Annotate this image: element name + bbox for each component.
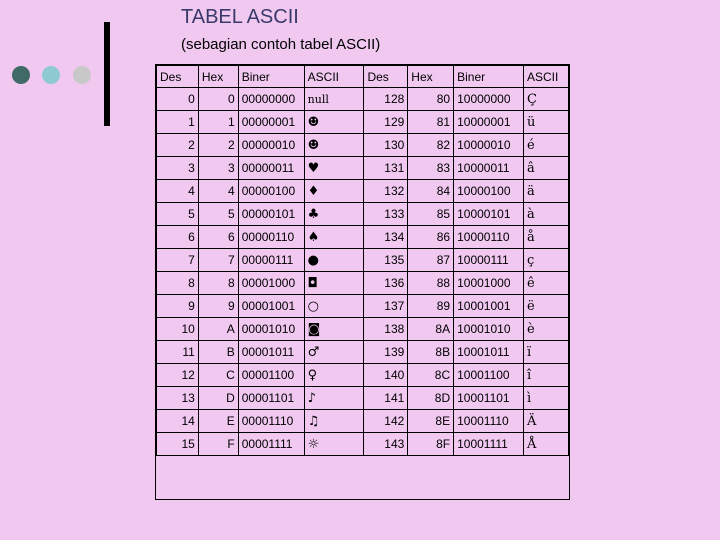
- cell-des2: 133: [364, 203, 408, 226]
- cell-ascii2: ç: [524, 249, 569, 272]
- cell-des2: 130: [364, 134, 408, 157]
- cell-hex: C: [198, 364, 238, 387]
- table-row: [157, 203, 569, 226]
- cell-des2: 142: [364, 410, 408, 433]
- cell-biner: 00000101: [238, 203, 304, 226]
- cell-des: 9: [157, 295, 199, 318]
- cell-biner2: 10000001: [454, 111, 524, 134]
- cell-ascii: ◘: [304, 272, 364, 295]
- cell-des2: 135: [364, 249, 408, 272]
- column-header-biner2: Biner: [454, 66, 524, 88]
- cell-hex: 4: [198, 180, 238, 203]
- cell-biner2: 10000000: [454, 88, 524, 111]
- column-header-hex: Hex: [198, 66, 238, 88]
- cell-des: 2: [157, 134, 199, 157]
- cell-hex: 5: [198, 203, 238, 226]
- cell-biner2: 10001000: [454, 272, 524, 295]
- cell-ascii: ♦: [304, 180, 364, 203]
- cell-des: 15: [157, 433, 199, 456]
- cell-des2: 128: [364, 88, 408, 111]
- cell-ascii: ○: [304, 295, 364, 318]
- cell-biner: 00000100: [238, 180, 304, 203]
- column-header-des: Des: [157, 66, 199, 88]
- cell-des2: 137: [364, 295, 408, 318]
- decorative-dot-dark: [12, 66, 30, 84]
- cell-biner: 00001101: [238, 387, 304, 410]
- cell-hex: B: [198, 341, 238, 364]
- cell-des: 12: [157, 364, 199, 387]
- cell-hex: 7: [198, 249, 238, 272]
- cell-des2: 138: [364, 318, 408, 341]
- cell-hex: F: [198, 433, 238, 456]
- cell-hex2: 8A: [408, 318, 454, 341]
- cell-des: 10: [157, 318, 199, 341]
- cell-des: 0: [157, 88, 199, 111]
- cell-hex2: 81: [408, 111, 454, 134]
- table-row: [157, 341, 569, 364]
- table-row: [157, 433, 569, 456]
- cell-des2: 132: [364, 180, 408, 203]
- cell-des: 13: [157, 387, 199, 410]
- cell-des: 7: [157, 249, 199, 272]
- cell-des2: 136: [364, 272, 408, 295]
- cell-hex: 0: [198, 88, 238, 111]
- cell-ascii2: é: [524, 134, 569, 157]
- cell-des: 1: [157, 111, 199, 134]
- cell-biner: 00000010: [238, 134, 304, 157]
- cell-des2: 129: [364, 111, 408, 134]
- cell-biner2: 10001111: [454, 433, 524, 456]
- table-row: [157, 157, 569, 180]
- cell-biner: 00000011: [238, 157, 304, 180]
- cell-hex2: 8D: [408, 387, 454, 410]
- cell-biner: 00001010: [238, 318, 304, 341]
- cell-ascii2: Ä: [524, 410, 569, 433]
- cell-hex2: 87: [408, 249, 454, 272]
- decorative-dot-light-blue: [42, 66, 60, 84]
- cell-des2: 134: [364, 226, 408, 249]
- column-header-ascii2: ASCII: [524, 66, 569, 88]
- cell-ascii: ☻: [304, 134, 364, 157]
- cell-ascii: ♥: [304, 157, 364, 180]
- cell-biner2: 10000111: [454, 249, 524, 272]
- cell-biner: 00000001: [238, 111, 304, 134]
- column-header-biner: Biner: [238, 66, 304, 88]
- cell-biner2: 10000010: [454, 134, 524, 157]
- cell-ascii2: Ç: [524, 88, 569, 111]
- cell-biner: 00000111: [238, 249, 304, 272]
- cell-ascii2: ü: [524, 111, 569, 134]
- table-row: [157, 364, 569, 387]
- cell-des: 4: [157, 180, 199, 203]
- cell-des: 14: [157, 410, 199, 433]
- table-row: [157, 318, 569, 341]
- cell-hex2: 88: [408, 272, 454, 295]
- cell-hex2: 80: [408, 88, 454, 111]
- cell-hex2: 83: [408, 157, 454, 180]
- cell-biner: 00001011: [238, 341, 304, 364]
- table-header-row: [157, 66, 569, 88]
- table-row: [157, 272, 569, 295]
- cell-hex2: 8B: [408, 341, 454, 364]
- cell-biner2: 10001001: [454, 295, 524, 318]
- cell-biner2: 10000011: [454, 157, 524, 180]
- table-row: [157, 134, 569, 157]
- table-row: [157, 226, 569, 249]
- cell-ascii2: è: [524, 318, 569, 341]
- column-header-hex2: Hex: [408, 66, 454, 88]
- cell-ascii2: ä: [524, 180, 569, 203]
- cell-biner: 00001001: [238, 295, 304, 318]
- cell-biner: 00001000: [238, 272, 304, 295]
- column-header-ascii: ASCII: [304, 66, 364, 88]
- cell-des: 11: [157, 341, 199, 364]
- cell-des2: 143: [364, 433, 408, 456]
- cell-hex: 1: [198, 111, 238, 134]
- cell-hex: 6: [198, 226, 238, 249]
- cell-biner2: 10001011: [454, 341, 524, 364]
- table-row: [157, 387, 569, 410]
- cell-hex2: 82: [408, 134, 454, 157]
- cell-hex2: 8C: [408, 364, 454, 387]
- cell-hex: 3: [198, 157, 238, 180]
- cell-biner2: 10000100: [454, 180, 524, 203]
- cell-biner: 00000000: [238, 88, 304, 111]
- cell-des2: 141: [364, 387, 408, 410]
- cell-ascii: ♪: [304, 387, 364, 410]
- cell-ascii2: å: [524, 226, 569, 249]
- cell-ascii2: Å: [524, 433, 569, 456]
- cell-des2: 139: [364, 341, 408, 364]
- decorative-vertical-bar: [104, 22, 110, 126]
- cell-ascii2: ë: [524, 295, 569, 318]
- cell-ascii2: ê: [524, 272, 569, 295]
- table-row: [157, 88, 569, 111]
- cell-ascii: ☻: [304, 111, 364, 134]
- cell-hex: E: [198, 410, 238, 433]
- cell-hex2: 85: [408, 203, 454, 226]
- cell-des: 3: [157, 157, 199, 180]
- cell-biner: 00001100: [238, 364, 304, 387]
- table-row: [157, 111, 569, 134]
- cell-ascii: null: [304, 88, 364, 111]
- cell-ascii: ♫: [304, 410, 364, 433]
- cell-ascii: ●: [304, 249, 364, 272]
- cell-des2: 140: [364, 364, 408, 387]
- table-row: [157, 295, 569, 318]
- cell-des: 6: [157, 226, 199, 249]
- cell-hex2: 89: [408, 295, 454, 318]
- page-subtitle: (sebagian contoh tabel ASCII): [181, 36, 381, 53]
- cell-hex: 8: [198, 272, 238, 295]
- cell-ascii: ♠: [304, 226, 364, 249]
- cell-ascii: ♣: [304, 203, 364, 226]
- cell-ascii2: â: [524, 157, 569, 180]
- cell-biner: 00001110: [238, 410, 304, 433]
- table-row: [157, 249, 569, 272]
- cell-des: 5: [157, 203, 199, 226]
- cell-biner: 00000110: [238, 226, 304, 249]
- cell-hex2: 8F: [408, 433, 454, 456]
- cell-hex: D: [198, 387, 238, 410]
- cell-ascii: ☼: [304, 433, 364, 456]
- cell-biner2: 10001101: [454, 387, 524, 410]
- cell-ascii2: î: [524, 364, 569, 387]
- cell-ascii: ♀: [304, 364, 364, 387]
- cell-ascii2: ï: [524, 341, 569, 364]
- cell-ascii: ♂: [304, 341, 364, 364]
- cell-des2: 131: [364, 157, 408, 180]
- cell-ascii: ◙: [304, 318, 364, 341]
- cell-biner: 00001111: [238, 433, 304, 456]
- cell-hex2: 8E: [408, 410, 454, 433]
- cell-biner2: 10001100: [454, 364, 524, 387]
- ascii-table-container: [155, 64, 570, 500]
- cell-ascii2: ì: [524, 387, 569, 410]
- cell-hex2: 84: [408, 180, 454, 203]
- page-title: TABEL ASCII: [181, 6, 299, 28]
- column-header-des2: Des: [364, 66, 408, 88]
- cell-des: 8: [157, 272, 199, 295]
- cell-biner2: 10001110: [454, 410, 524, 433]
- ascii-table: [156, 65, 569, 456]
- table-row: [157, 180, 569, 203]
- cell-biner2: 10000101: [454, 203, 524, 226]
- cell-hex: 9: [198, 295, 238, 318]
- cell-hex: 2: [198, 134, 238, 157]
- cell-hex2: 86: [408, 226, 454, 249]
- cell-biner2: 10000110: [454, 226, 524, 249]
- cell-biner2: 10001010: [454, 318, 524, 341]
- cell-hex: A: [198, 318, 238, 341]
- cell-ascii2: à: [524, 203, 569, 226]
- decorative-dot-gray: [73, 66, 91, 84]
- table-body: [157, 88, 569, 456]
- table-row: [157, 410, 569, 433]
